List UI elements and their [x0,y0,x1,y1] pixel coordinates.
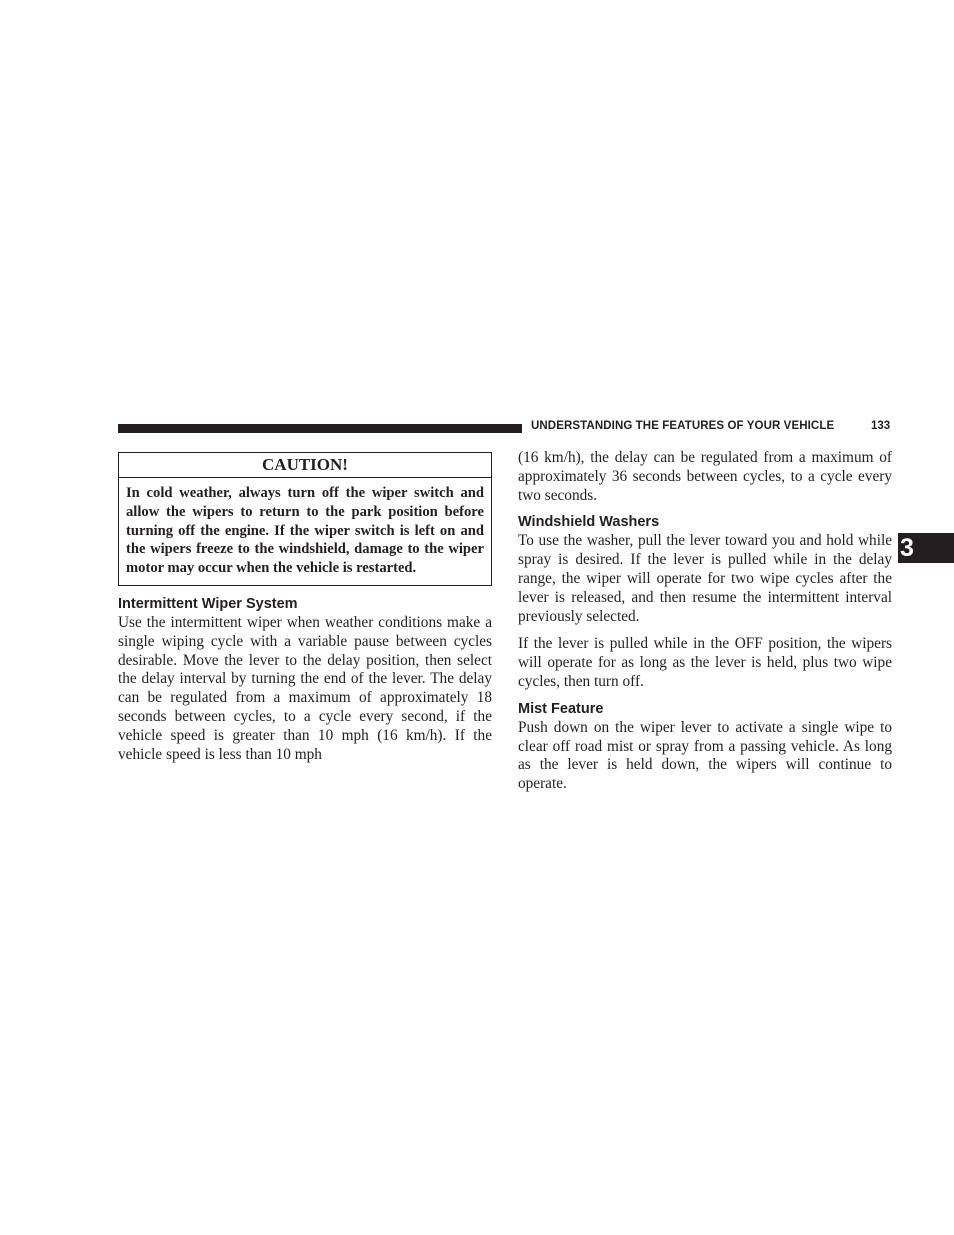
page-number: 133 [871,420,891,432]
running-header-title: UNDERSTANDING THE FEATURES OF YOUR VEHICLE [531,420,835,432]
windshield-washers-paragraph-1: To use the washer, pull the lever toward you and hold while spray is desired. If the lever is pulled while in the delay range, the wiper will operate for two wipe cycles after the lever is released, and then resume the intermittent interval previously selected. [518,532,892,625]
chapter-tab: 3 [898,533,954,563]
intermittent-wiper-paragraph: Use the intermittent wiper when weather conditions make a single wiping cycle with a variable pause between cycles desirable. Move the lever to the delay position, then select the delay interval by turning the end of the lever. The delay can be regulated from a maximum of approximately 18 seconds between cycles, to a cycle every second, if the vehicle speed is greater than 10 mph (16 km/h). If the vehicle speed is less than 10 mph [118,613,492,763]
windshield-washers-paragraph-2: If the lever is pulled while in the OFF position, the wipers will operate for as long as the lever is held, plus two wipe cycles, then turn off. [518,635,892,690]
right-column [518,449,892,794]
caution-title: CAUTION! [119,453,491,478]
mist-feature-paragraph: Push down on the wiper lever to activate a single wipe to clear off road mist or spray from a passing vehicle. As long as the lever is held down, the wipers will continue to operate. [518,718,892,793]
caution-box [118,452,492,586]
heading-intermittent-wiper: Intermittent Wiper System [118,595,298,612]
left-column [118,452,492,764]
intermittent-wiper-paragraph-continued: (16 km/h), the delay can be regulated from a maximum of approximately 36 seconds between cycles, to a cycle every two seconds. [518,449,892,504]
caution-body: In cold weather, always turn off the wiper switch and allow the wipers to return to the park position before turning off the engine. If the wiper switch is left on and the wipers freeze to the windshield, damage to the wiper motor may occur when the vehicle is restarted. [126,485,484,577]
heading-mist-feature: Mist Feature [518,700,604,717]
header-rule [118,424,522,433]
heading-windshield-washers: Windshield Washers [518,514,660,531]
